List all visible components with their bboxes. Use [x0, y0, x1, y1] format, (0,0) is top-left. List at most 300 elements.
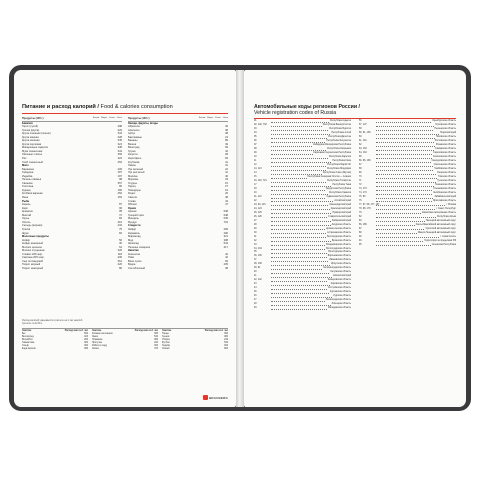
dotted-leader	[376, 236, 439, 239]
region-name: Саратовская область	[433, 151, 456, 154]
region-name: Республика Дагестан	[328, 135, 351, 138]
region-name: Магаданская область	[327, 307, 351, 310]
food-name: Мука пшеничная	[22, 149, 43, 153]
food-kcal: 38	[225, 128, 228, 132]
region-code: 77, 97, 99, 177, 197	[359, 203, 380, 206]
region-code: 57, 147	[359, 123, 367, 126]
dotted-leader	[376, 164, 433, 167]
category-name: Молочные продукты	[22, 235, 49, 239]
region-code: 69	[359, 171, 362, 174]
region-code: 45	[254, 291, 257, 294]
region-name: Республика Башкортостан	[322, 123, 351, 126]
region-name: Еврейская автономная область	[422, 211, 456, 214]
region-name: Белгородская область	[327, 235, 351, 238]
food-kcal: 226	[117, 263, 122, 267]
dotted-leader	[271, 224, 331, 227]
region-code: 44	[254, 287, 257, 290]
region-name: Челябинская область	[432, 191, 456, 194]
food-kcal: 83	[225, 157, 228, 161]
region-name: Приморский край	[332, 211, 351, 214]
title-en: Vehicle registration codes of Russia	[254, 110, 337, 116]
dotted-leader	[376, 172, 436, 175]
dotted-leader	[271, 128, 328, 131]
food-kcal: 20	[225, 192, 228, 196]
food-name: Слива	[128, 199, 136, 203]
food-name: Молоко сгущенное	[22, 249, 45, 253]
dotted-leader	[271, 140, 325, 143]
food-kcal: 320	[117, 249, 122, 253]
food-kcal: 252	[117, 192, 122, 196]
food-kcal: 47	[225, 203, 228, 207]
food-kcal: 95	[119, 210, 122, 214]
food-name: Крупа овсяная	[22, 139, 40, 143]
activity-kcal: 480	[84, 348, 88, 350]
region-name: Ненецкий автономный округ	[425, 219, 456, 222]
food-kcal: 69	[225, 146, 228, 150]
food-name: Карась	[22, 203, 31, 207]
food-name: Пиво	[128, 256, 135, 260]
dotted-leader	[271, 291, 329, 294]
food-row	[128, 267, 228, 271]
dotted-leader	[271, 184, 331, 187]
dotted-leader	[376, 156, 432, 159]
activity-name: Ходьба	[162, 345, 170, 347]
region-code: 07	[254, 143, 257, 146]
dotted-leader	[271, 164, 326, 167]
region-name: Ленинградская область	[325, 299, 351, 302]
region-code: 76	[359, 199, 362, 202]
category-name: Сладости	[128, 224, 141, 228]
activity-name: Езда верхом	[22, 348, 36, 350]
food-kcal: 298	[117, 125, 122, 129]
food-kcal: 648	[223, 213, 228, 217]
region-code: 18	[254, 187, 257, 190]
food-name: Фундук	[128, 220, 137, 224]
food-name: Гречка (крупа)	[22, 128, 40, 132]
food-name: Баклажаны	[128, 135, 142, 139]
region-name: г. Севастополь	[440, 235, 456, 238]
region-code: 87	[359, 227, 362, 230]
activity-header-name: Занятие	[92, 330, 102, 332]
food-name: Арбуз	[128, 132, 136, 136]
region-code: 25, 125	[254, 211, 262, 214]
food-kcal: 357	[117, 181, 122, 185]
region-name: Республика Мордовия	[327, 167, 351, 170]
food-kcal: 197	[117, 174, 122, 178]
dotted-leader	[376, 168, 433, 171]
activity-name: Катание на коньках	[92, 333, 113, 335]
dotted-leader	[271, 251, 327, 254]
region-name: Амурская область	[331, 223, 351, 226]
food-kcal: 31	[225, 164, 228, 168]
food-name: Сливки 10% жир.	[22, 252, 43, 256]
food-name: Овсяные хлопья	[22, 153, 42, 157]
region-name: Кемеровская область	[327, 279, 351, 282]
food-kcal: 321	[223, 235, 228, 239]
region-code: 08	[254, 147, 257, 150]
region-code: 30	[254, 231, 257, 234]
category-name: Овощи, фрукты, ягоды	[128, 121, 158, 125]
food-kcal: 366	[117, 153, 122, 157]
region-name: Ульяновская область	[433, 187, 456, 190]
dotted-leader	[376, 212, 421, 215]
region-code: 33	[254, 243, 257, 246]
region-code: 60	[359, 135, 362, 138]
region-code: 22	[254, 199, 257, 202]
region-name: Ростовская область	[434, 139, 456, 142]
food-kcal: 82	[119, 217, 122, 221]
activity-name: Велосипед	[22, 336, 34, 338]
region-code: 95	[359, 243, 362, 246]
food-name: Редис	[128, 192, 136, 196]
region-code: 10	[254, 155, 257, 158]
activity-kcal: 480	[224, 336, 228, 338]
food-name: Лук репчатый	[128, 171, 145, 175]
title-en: Food & calories consumption	[100, 104, 173, 110]
food-name: Колбаса вареная	[22, 192, 43, 196]
dotted-leader	[376, 204, 445, 207]
region-name: Псковская область	[435, 135, 456, 138]
region-code: 11	[254, 159, 257, 162]
food-kcal: 704	[223, 220, 228, 224]
activity-kcal: 240	[154, 342, 158, 344]
region-code: 65	[359, 155, 362, 158]
food-name: Крупа манная	[22, 135, 39, 139]
dotted-leader	[376, 152, 432, 155]
region-code: 29	[254, 227, 257, 230]
column-header: Продукты (100 г) Белки · Жиры · Углев. · Ккал	[22, 117, 122, 120]
dotted-leader	[271, 275, 332, 278]
region-code: 37	[254, 259, 257, 262]
activity-name: Прогулка	[92, 342, 102, 344]
activity-column	[162, 330, 228, 351]
activity-row	[22, 348, 88, 351]
food-kcal: 328	[117, 135, 122, 139]
right-page-title	[254, 104, 360, 116]
food-name: Рис	[22, 157, 27, 161]
region-code: 72	[359, 183, 362, 186]
region-code: 42, 142	[254, 279, 262, 282]
region-name: Ставропольский край	[328, 215, 351, 218]
dotted-leader	[271, 287, 327, 290]
food-name: Печень говяжья	[22, 178, 42, 182]
activity-column	[22, 330, 88, 351]
region-code: 58	[359, 127, 362, 130]
food-name: Баранина	[22, 167, 34, 171]
activity-kcal: 600	[224, 348, 228, 350]
dotted-leader	[271, 120, 329, 123]
dotted-leader	[271, 303, 331, 306]
region-name: Воронежская область	[327, 255, 351, 258]
activity-name: Плавание	[92, 339, 103, 341]
dotted-leader	[271, 180, 326, 183]
food-name: Кока-кола	[128, 252, 140, 256]
dotted-leader	[271, 220, 331, 223]
region-code: 70	[359, 175, 362, 178]
region-name: Ханты-Мансийский автономный округ	[415, 223, 456, 226]
region-code: 64, 164	[359, 151, 367, 154]
region-name: Чувашская Республика	[326, 195, 351, 198]
dotted-leader	[376, 244, 431, 247]
dotted-leader	[271, 132, 330, 135]
food-kcal: 87	[119, 203, 122, 207]
category-name: Мясо	[22, 164, 29, 168]
dotted-leader	[376, 120, 431, 123]
region-code: 92	[359, 235, 362, 238]
food-name: Свинина	[22, 181, 33, 185]
activity-kcal: 420	[84, 336, 88, 338]
left-page	[14, 70, 236, 407]
food-kcal: 254	[117, 160, 122, 164]
food-name: Бананы	[128, 139, 138, 143]
food-name: Говядина	[22, 171, 34, 175]
dotted-leader	[376, 144, 435, 147]
food-kcal: 206	[117, 256, 122, 260]
activity-name: Бег	[22, 333, 26, 335]
region-name: Республика Марий Эл	[327, 163, 351, 166]
region-code: 43	[254, 283, 257, 286]
activity-column	[92, 330, 158, 351]
food-name: Креветки	[22, 210, 33, 214]
food-kcal: 42	[225, 256, 228, 260]
dotted-leader	[271, 124, 322, 127]
activity-kcal: 300	[84, 345, 88, 347]
food-name: Карп	[22, 206, 28, 210]
region-name: Смоленская область	[433, 163, 456, 166]
region-name: Кировская область	[330, 283, 351, 286]
activity-header-kcal: Расход ккал за 1 час	[204, 330, 228, 332]
food-kcal: 165	[117, 188, 122, 192]
region-code: 15	[254, 175, 257, 178]
region-name: Калужская область	[330, 271, 351, 274]
region-name: Вологодская область	[328, 251, 351, 254]
food-kcal: 46	[225, 174, 228, 178]
food-name: Вино сухое	[128, 259, 142, 263]
activity-header-name: Занятие	[22, 330, 32, 332]
region-code: 66, 96, 196	[359, 159, 371, 162]
dotted-leader	[376, 200, 432, 203]
food-kcal: 24	[225, 135, 228, 139]
food-name: Грецкий орех	[128, 213, 144, 217]
dotted-leader	[271, 283, 330, 286]
dotted-leader	[271, 216, 327, 219]
food-list-2	[128, 122, 228, 271]
food-name: Сок яблочный	[128, 266, 145, 270]
dotted-leader	[271, 208, 330, 211]
food-kcal: 27	[225, 185, 228, 189]
region-name: Тульская область	[437, 179, 456, 182]
region-code: 68	[359, 167, 362, 170]
region-name: Республика Тыва	[332, 183, 351, 186]
food-name: Кефир	[22, 238, 30, 242]
region-code: 73, 173	[359, 187, 367, 190]
food-kcal: 334	[117, 149, 122, 153]
region-code: 03	[254, 127, 257, 130]
region-name: Удмуртская Республика	[325, 187, 351, 190]
region-code: 12	[254, 163, 257, 166]
food-name: Свекла	[128, 196, 137, 200]
region-code: 32	[254, 239, 257, 242]
region-code: 67	[359, 163, 362, 166]
dotted-leader	[376, 180, 436, 183]
food-kcal: 66	[225, 259, 228, 263]
region-name: Владимирская область	[326, 243, 351, 246]
region-name: Карачаево-Черкесская Республика	[313, 151, 351, 154]
region-name: Орловская область	[435, 123, 456, 126]
region-name: Волгоградская область	[326, 247, 351, 250]
region-name: Курская область	[333, 295, 351, 298]
region-code: 62	[359, 143, 362, 146]
activity-name: Сквош	[92, 348, 99, 350]
food-name: Окунь	[22, 217, 30, 221]
food-kcal: 645	[223, 217, 228, 221]
region-code: 28	[254, 223, 257, 226]
region-name: Томская область	[438, 175, 456, 178]
food-kcal: 296	[223, 231, 228, 235]
activity-kcal: 300	[154, 345, 158, 347]
region-code: 89	[359, 231, 362, 234]
region-code: 13, 113	[254, 167, 262, 170]
region-name: Кабардино-Балкарская Республика	[313, 143, 351, 146]
dotted-leader	[271, 263, 330, 266]
region-name: Республика Бурятия	[329, 127, 351, 130]
region-code: 16, 116, 716	[254, 179, 267, 182]
region-name: Рязанская область	[435, 143, 456, 146]
region-name: Красноярский край	[330, 207, 351, 210]
food-name: Кефир нежирный	[22, 242, 43, 246]
brand-logo: BRAUBERG	[203, 395, 228, 400]
food-kcal: 98	[119, 178, 122, 182]
food-name: Крупа пшенная (пшено)	[22, 132, 51, 136]
region-name: Республика Адыгея	[330, 120, 351, 122]
food-kcal: 38	[225, 132, 228, 136]
food-kcal: 89	[225, 139, 228, 143]
food-kcal: 90	[119, 185, 122, 189]
region-name: Свердловская область	[431, 159, 456, 162]
region-name: Курганская область	[330, 291, 351, 294]
region-name: Иркутская область	[330, 263, 351, 266]
food-row	[22, 267, 122, 271]
region-name: Республика Алтай	[331, 131, 351, 134]
activity-name: Гольф	[22, 345, 29, 347]
food-column-2	[128, 117, 228, 271]
food-kcal: 49	[225, 142, 228, 146]
food-name: Перец	[128, 185, 136, 189]
dotted-leader	[376, 140, 434, 143]
food-kcal: 28	[225, 153, 228, 157]
region-code: 39, 91	[254, 267, 261, 270]
region-name: Ярославская область	[432, 199, 456, 202]
food-name: Мед	[128, 238, 134, 242]
dotted-leader	[271, 228, 325, 231]
region-name: Республика Карелия	[328, 155, 351, 158]
food-kcal: 84	[119, 231, 122, 235]
region-name: Республика Калмыкия	[327, 147, 351, 150]
dotted-leader	[271, 172, 322, 175]
dotted-leader	[271, 255, 327, 258]
right-page	[244, 70, 466, 407]
region-code: 31	[254, 235, 257, 238]
food-kcal: 75	[119, 227, 122, 231]
region-code: 71	[359, 179, 362, 182]
region-code: 86, 186	[359, 223, 367, 226]
activity-kcal: 300	[84, 342, 88, 344]
dotted-leader	[271, 212, 331, 215]
activity-name: Уборка	[162, 339, 170, 341]
activity-table	[22, 330, 228, 351]
region-code: 40	[254, 271, 257, 274]
region-codes-column-1	[254, 120, 351, 311]
food-name: Груша	[128, 149, 136, 153]
food-kcal: 334	[117, 132, 122, 136]
region-name: Калининградская область	[323, 267, 351, 270]
dotted-leader	[271, 136, 327, 139]
food-kcal: 19	[225, 188, 228, 192]
activity-name: Лыжи	[92, 336, 98, 338]
dotted-leader	[271, 279, 327, 282]
title-underline	[254, 118, 456, 119]
activity-row	[162, 348, 228, 351]
food-name: Сметана 20% жир.	[22, 256, 45, 260]
region-name: Алтайский край	[334, 199, 351, 202]
dotted-leader	[376, 224, 415, 227]
food-name: Капуста	[128, 153, 138, 157]
food-name: Помидоры	[128, 188, 141, 192]
region-name: Республика Ингушетия	[326, 139, 351, 142]
region-name: Республика Татарстан	[327, 179, 351, 182]
food-name: Зефир	[128, 227, 137, 231]
food-name: Виноград	[128, 146, 140, 150]
food-name: Морковь	[128, 178, 139, 182]
food-kcal: 86	[119, 266, 122, 270]
food-kcal: 329	[117, 128, 122, 132]
region-name: Республика Саха (Якутия)	[322, 171, 351, 174]
food-name: Лосось	[22, 220, 31, 224]
dotted-leader	[271, 295, 332, 298]
food-kcal: 324	[117, 142, 122, 146]
region-name: Республика Коми	[332, 159, 351, 162]
dotted-leader	[271, 248, 325, 251]
dotted-leader	[271, 196, 325, 199]
food-kcal: 72	[119, 213, 122, 217]
food-name: Лимон	[128, 164, 136, 168]
region-name: Ямало-Ненецкий автономный округ	[417, 231, 456, 234]
food-kcal: 96	[119, 206, 122, 210]
region-name: г. Санкт-Петербург	[436, 207, 456, 210]
food-kcal: 338	[117, 146, 122, 150]
dotted-leader	[376, 208, 435, 211]
food-kcal: 33	[225, 178, 228, 182]
activity-name: Гимнастика	[22, 342, 35, 344]
region-code: 19	[254, 191, 257, 194]
food-kcal: 15	[225, 181, 228, 185]
food-name: Горох (сухой)	[22, 125, 39, 129]
region-name: Ивановская область	[329, 259, 351, 262]
region-code: 01	[254, 120, 257, 122]
activity-kcal: 300	[224, 345, 228, 347]
activity-header-name: Занятие	[162, 330, 172, 332]
dotted-leader	[271, 259, 328, 262]
food-name: Молоко цельное	[22, 245, 42, 249]
food-name: Арахис	[128, 210, 137, 214]
dotted-leader	[271, 204, 328, 207]
dotted-leader	[376, 176, 437, 179]
activity-header-kcal: Расход ккал за 1 час	[64, 330, 88, 332]
food-name: Печенье сахарное	[128, 245, 151, 249]
region-name: Чукотский автономный округ	[425, 227, 456, 230]
food-kcal: 41	[225, 171, 228, 175]
region-name: Территории за пределами РФ	[424, 239, 456, 242]
